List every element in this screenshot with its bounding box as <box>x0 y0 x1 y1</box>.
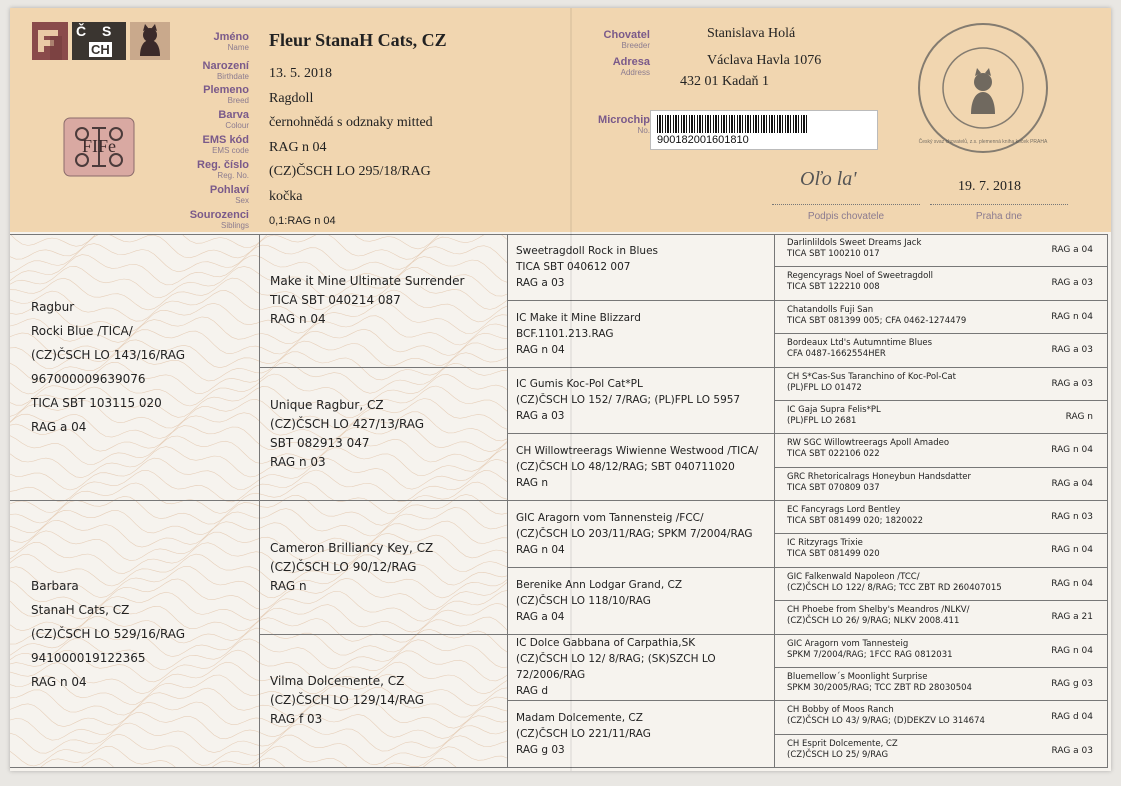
ancestor-cell <box>775 635 1108 668</box>
signature-caption: Podpis chovatele <box>807 211 885 222</box>
stamp-text: Český svaz chovatelů, z.s. plemenná kniha koček PRAHA <box>918 139 1048 145</box>
address-line-1: Václava Havla 1076 <box>707 53 822 68</box>
ancestor-reg: TICA SBT 122210 008 <box>787 282 880 293</box>
great-grandparent-cell <box>508 368 775 435</box>
grandparent-cell <box>260 368 508 502</box>
parent-line: (CZ)ČSCH LO 529/16/RAG <box>31 627 186 641</box>
date-caption: Praha dne <box>975 211 1023 222</box>
great-grandparent-line: RAG a 03 <box>516 276 565 289</box>
ancestor-cell <box>775 234 1108 267</box>
ancestor-cell <box>775 601 1108 634</box>
parent-line: StanaH Cats, CZ <box>31 603 130 617</box>
great-grandparent-cell <box>508 301 775 368</box>
sex-value: kočka <box>269 189 303 204</box>
ancestor-name: CH Phoebe from Shelby's Meandros /NLKV/ <box>787 605 970 616</box>
ancestor-reg: TICA SBT 070809 037 <box>787 482 880 493</box>
ancestor-ems: RAG n 04 <box>1051 578 1093 589</box>
ancestor-name: GIC Falkenwald Napoleon /TCC/ <box>787 571 920 582</box>
ancestor-name: Chatandolls Fuji San <box>787 304 874 315</box>
ancestor-reg: (PL)FPL LO 01472 <box>787 382 862 393</box>
ancestor-ems: RAG n 03 <box>1051 512 1093 522</box>
label-breeder: Chovatel Breeder <box>603 29 650 50</box>
ancestor-name: GIC Aragorn vom Tannesteig <box>787 638 909 649</box>
ancestor-cell <box>775 434 1108 467</box>
grandparent-line: RAG n 04 <box>270 311 326 326</box>
parent-line: RAG n 04 <box>31 675 87 689</box>
ancestor-cell <box>775 334 1108 367</box>
ancestor-ems: RAG a 03 <box>1051 345 1093 356</box>
ancestor-ems: RAG n <box>1065 411 1093 422</box>
reg-value: (CZ)ČSCH LO 295/18/RAG <box>269 164 431 179</box>
ancestor-cell <box>775 568 1108 601</box>
parent-line: 967000009639076 <box>31 372 146 386</box>
ancestor-name: RW SGC Willowtreerags Apoll Amadeo <box>787 438 950 449</box>
grandparent-line: Make it Mine Ultimate Surrender <box>270 273 465 288</box>
ancestor-ems: RAG a 04 <box>1051 245 1093 255</box>
fold-line <box>570 8 572 771</box>
logo-letter-s: S <box>102 23 112 39</box>
grandparent-line: (CZ)ČSCH LO 427/13/RAG <box>270 416 425 431</box>
ancestor-ems: RAG n 04 <box>1051 311 1093 322</box>
great-grandparent-cell <box>508 434 775 501</box>
signature-line <box>772 204 920 205</box>
great-grandparent-line: Madam Dolcemente, CZ <box>516 712 643 725</box>
ancestor-name: Bluemellow´s Moonlight Surprise <box>787 671 928 682</box>
great-grandparent-cell <box>508 635 775 702</box>
ancestor-reg: (CZ)ČSCH LO 122/ 8/RAG; TCC ZBT RD 260407015 <box>787 582 1002 593</box>
ancestor-name: CH Bobby of Moos Ranch <box>787 705 894 716</box>
ancestor-name: CH S*Cas-Sus Taranchino of Koc-Pol-Cat <box>787 371 956 382</box>
ancestor-reg: SPKM 7/2004/RAG; 1FCC RAG 0812031 <box>787 649 953 660</box>
grandparent-cell <box>260 234 508 368</box>
label-address: Adresa Address <box>612 56 650 77</box>
breeder-signature: Oľo la' <box>800 168 857 190</box>
ancestor-ems: RAG a 04 <box>1051 478 1093 489</box>
label-reg: Reg. číslo Reg. No. <box>197 159 249 180</box>
great-grandparent-line: BCF.1101.213.RAG <box>516 327 614 340</box>
microchip-value: 900182001601810 <box>657 134 749 146</box>
ancestor-cell <box>775 701 1108 734</box>
great-grandparent-line: IC Dolce Gabbana of Carpathia,SK <box>516 637 696 650</box>
grandparent-line: RAG n 03 <box>270 454 326 469</box>
pedigree-table <box>10 234 1111 768</box>
ancestor-reg: TICA SBT 081499 020; 1820022 <box>787 516 924 526</box>
parent-line: Ragbur <box>31 300 75 314</box>
great-grandparent-cell <box>508 501 775 568</box>
grandparent-cell <box>260 635 508 769</box>
ancestor-cell <box>775 401 1108 434</box>
ancestor-reg: (CZ)ČSCH LO 26/ 9/RAG; NLKV 2008.411 <box>787 616 960 627</box>
ancestor-cell <box>775 534 1108 567</box>
great-grandparent-line: RAG d <box>516 685 549 698</box>
fife-emblem <box>62 116 136 178</box>
great-grandparent-line: RAG n 04 <box>516 543 565 556</box>
grandparent-line: TICA SBT 040214 087 <box>270 292 401 307</box>
breeder-value: Stanislava Holá <box>707 26 796 41</box>
date-line <box>930 204 1068 205</box>
label-ems: EMS kód EMS code <box>202 134 249 155</box>
ancestor-name: CH Esprit Dolcemente, CZ <box>787 738 898 749</box>
grandparent-line: (CZ)ČSCH LO 129/14/RAG <box>270 693 425 708</box>
label-colour: Barva Colour <box>218 109 249 130</box>
cat-name: Fleur StanaH Cats, CZ <box>269 30 447 50</box>
ancestor-reg: (CZ)ČSCH LO 43/ 9/RAG; (D)DEKZV LO 314674 <box>787 716 985 727</box>
ancestor-name: GRC Rhetoricalrags Honeybun Handsdatter <box>787 471 972 482</box>
breed-registry-stamp <box>913 18 1053 158</box>
ancestor-cell <box>775 668 1108 701</box>
ancestor-ems: RAG a 03 <box>1051 378 1093 389</box>
great-grandparent-line: GIC Aragorn vom Tannensteig /FCC/ <box>516 511 704 524</box>
ancestor-ems: RAG a 03 <box>1051 278 1093 289</box>
ancestor-ems: RAG n 04 <box>1051 545 1093 556</box>
grandparent-line: (CZ)ČSCH LO 90/12/RAG <box>270 559 417 574</box>
ancestor-reg: SPKM 30/2005/RAG; TCC ZBT RD 28030504 <box>787 682 972 693</box>
svg-text:FIFe: FIFe <box>81 136 117 156</box>
ancestor-reg: TICA SBT 081399 005; CFA 0462-1274479 <box>787 315 967 326</box>
parent-cell <box>10 234 260 501</box>
cssh-logo <box>32 22 172 62</box>
issue-date: 19. 7. 2018 <box>958 179 1021 194</box>
great-grandparent-line: Berenike Ann Lodgar Grand, CZ <box>516 578 683 591</box>
ancestor-reg: TICA SBT 081499 020 <box>787 549 880 560</box>
label-microchip: Microchip No. <box>598 114 650 135</box>
pedigree-certificate <box>10 8 1111 771</box>
ancestor-cell <box>775 735 1108 768</box>
great-grandparent-line: IC Gumis Koc-Pol Cat*PL <box>516 378 643 391</box>
parent-line: TICA SBT 103115 020 <box>31 396 162 410</box>
great-grandparent-line: RAG a 03 <box>516 410 565 423</box>
grandparent-line: Unique Ragbur, CZ <box>270 397 384 412</box>
ancestor-ems: RAG a 21 <box>1051 612 1093 623</box>
ancestor-ems: RAG d 04 <box>1051 712 1093 723</box>
great-grandparent-line: CH Willowtreerags Wiwienne Westwood /TICA/ <box>516 445 759 458</box>
ancestor-ems: RAG a 03 <box>1051 745 1093 756</box>
logo-letters-ch: CH <box>91 42 110 57</box>
label-siblings: Sourozenci Siblings <box>189 209 249 230</box>
great-grandparent-line: (CZ)ČSCH LO 48/12/RAG; SBT 040711020 <box>516 461 735 474</box>
parent-line: RAG a 04 <box>31 420 87 434</box>
great-grandparent-line: TICA SBT 040612 007 <box>516 260 631 273</box>
great-grandparent-line: (CZ)ČSCH LO 152/ 7/RAG; (PL)FPL LO 5957 <box>516 394 741 407</box>
colour-value: černohnědá s odznaky mitted <box>269 115 433 130</box>
great-grandparent-line: RAG n <box>516 477 548 490</box>
ancestor-cell <box>775 368 1108 401</box>
address-line-2: 432 01 Kadaň 1 <box>680 74 770 89</box>
ancestor-name: Darlinlildols Sweet Dreams Jack <box>787 238 922 248</box>
ancestor-name: IC Gaja Supra Felis*PL <box>787 404 881 415</box>
microchip-label <box>650 110 878 150</box>
ancestor-cell <box>775 267 1108 300</box>
grandparent-line: Cameron Brilliancy Key, CZ <box>270 540 434 555</box>
great-grandparent-line: (CZ)ČSCH LO 12/ 8/RAG; (SK)SZCH LO 72/2006/RAG <box>516 653 716 682</box>
ems-value: RAG n 04 <box>269 140 327 155</box>
great-grandparent-line: RAG g 03 <box>516 744 565 757</box>
ancestor-ems: RAG n 04 <box>1051 445 1093 456</box>
label-sex: Pohlaví Sex <box>209 184 249 205</box>
great-grandparent-line: IC Make it Mine Blizzard <box>516 311 641 324</box>
label-name: Jméno Name <box>213 31 249 52</box>
grandparent-line: Vilma Dolcemente, CZ <box>270 674 405 689</box>
cat-logo-icon <box>130 22 170 60</box>
ancestor-reg: (CZ)ČSCH LO 25/ 9/RAG <box>787 749 889 760</box>
siblings-value: 0,1:RAG n 04 <box>269 215 336 227</box>
barcode <box>657 115 807 133</box>
label-birthdate: Narození Birthdate <box>202 60 249 81</box>
great-grandparent-cell <box>508 701 775 768</box>
ancestor-ems: RAG n 04 <box>1051 645 1093 656</box>
great-grandparent-cell <box>508 234 775 301</box>
grandparent-line: RAG f 03 <box>270 712 323 727</box>
great-grandparent-line: RAG n 04 <box>516 343 565 356</box>
great-grandparent-line: Sweetragdoll Rock in Blues <box>516 244 659 257</box>
breed-value: Ragdoll <box>269 91 314 106</box>
ancestor-cell <box>775 468 1108 501</box>
ancestor-reg: (PL)FPL LO 2681 <box>787 415 857 426</box>
grandparent-line: RAG n <box>270 578 307 593</box>
ancestor-cell <box>775 301 1108 334</box>
great-grandparent-line: (CZ)ČSCH LO 118/10/RAG <box>516 594 651 607</box>
great-grandparent-line: (CZ)ČSCH LO 203/11/RAG; SPKM 7/2004/RAG <box>516 527 753 540</box>
grandparent-cell <box>260 501 508 635</box>
logo-letter-c: Č <box>76 23 87 39</box>
grandparent-line: SBT 082913 047 <box>270 435 370 450</box>
ancestor-name: EC Fancyrags Lord Bentley <box>787 505 901 515</box>
parent-line: Rocki Blue /TICA/ <box>31 324 133 338</box>
ancestor-cell <box>775 501 1108 534</box>
great-grandparent-line: (CZ)ČSCH LO 221/11/RAG <box>516 728 651 741</box>
ancestor-reg: TICA SBT 100210 017 <box>787 249 880 259</box>
great-grandparent-cell <box>508 568 775 635</box>
label-breed: Plemeno Breed <box>203 84 249 105</box>
certificate-header <box>10 8 1111 232</box>
ancestor-name: IC Ritzyrags Trixie <box>787 538 863 549</box>
ancestor-name: Bordeaux Ltd's Autumntime Blues <box>787 338 932 349</box>
ancestor-name: Regencyrags Noel of Sweetragdoll <box>787 271 934 282</box>
ancestor-reg: TICA SBT 022106 022 <box>787 449 880 460</box>
great-grandparent-line: RAG a 04 <box>516 610 565 623</box>
ancestor-reg: CFA 0487-1662554HER <box>787 349 886 360</box>
parent-line: (CZ)ČSCH LO 143/16/RAG <box>31 348 186 362</box>
parent-cell <box>10 501 260 768</box>
parent-line: Barbara <box>31 579 79 593</box>
parent-line: 941000019122365 <box>31 651 146 665</box>
birthdate-value: 13. 5. 2018 <box>269 66 332 81</box>
ancestor-ems: RAG g 03 <box>1051 678 1093 689</box>
